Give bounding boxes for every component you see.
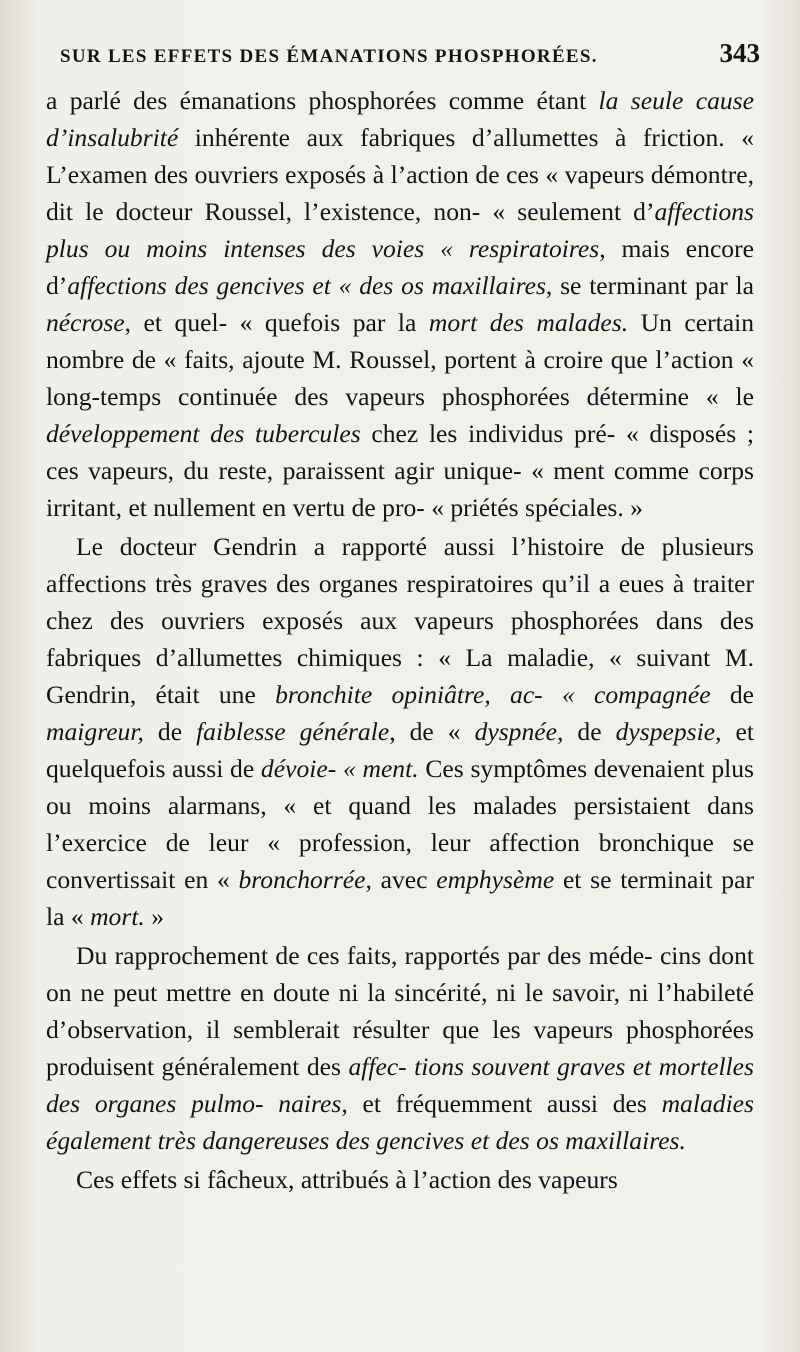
italic-text: affections plus ou moins intenses des voies « respiratoires xyxy=(46,197,754,263)
italic-text: affections des gencives et « des os maxillaires xyxy=(67,271,546,300)
text-segment: , de « xyxy=(389,717,475,746)
text-segment: Le docteur Gendrin a rapporté aussi l’histoire de plusieurs affections très graves des organes respiratoires qu’il a eues à traiter chez des ouvriers exposés aux vapeurs phosphorées dans des fabriques d’allumettes chimiques : « La maladie, « suivant M. Gendrin, était une xyxy=(46,532,754,709)
italic-text: mort. xyxy=(90,902,145,931)
italic-text: mort des malades. xyxy=(428,308,629,337)
text-segment: et fréquemment aussi des xyxy=(347,1089,662,1118)
italic-text: dyspepsie xyxy=(615,717,716,746)
italic-text: maigreur, xyxy=(46,717,144,746)
italic-text: bronchite opiniâtre, ac- « compagnée xyxy=(275,680,711,709)
text-segment: , mais encore d’ xyxy=(46,234,754,300)
italic-text: dévoie- « ment. xyxy=(260,754,419,783)
text-segment: a parlé des émanations phosphorées comme étant xyxy=(46,86,599,115)
text-segment: de xyxy=(143,717,197,746)
paragraph xyxy=(46,937,754,1159)
italic-text: nécrose xyxy=(46,308,125,337)
text-segment: Un certain nombre de « faits, ajoute M. Roussel, portent à croire que l’action « long-temps continuée des vapeurs phosphorées détermine « le xyxy=(46,308,754,411)
italic-text: développement des tubercules xyxy=(46,419,361,448)
italic-text: emphysème xyxy=(436,865,555,894)
text-segment: chez les individus pré- « disposés ; ces vapeurs, du reste, paraissent agir unique- « ment comme corps irritant, et nullement en vertu de pro- « priétés spéciales. » xyxy=(46,419,754,522)
text-segment: et se terminait par la « xyxy=(46,865,754,931)
text-segment: » xyxy=(144,902,165,931)
text-segment: inhérente aux fabriques d’allumettes à friction. « L’examen des ouvriers exposés à l’action de ces « vapeurs démontre, dit le docteur Roussel, l’existence, non- « seulement d’ xyxy=(46,123,754,226)
text-segment: , et quelquefois aussi de xyxy=(46,717,754,783)
italic-text: maladies également très dangereuses des gencives et des os maxillaires. xyxy=(46,1089,754,1155)
italic-text: faiblesse générale xyxy=(196,717,390,746)
italic-text: affec- tions souvent graves et mortelles des organes pulmo- naires, xyxy=(46,1052,754,1118)
page-number: 343 xyxy=(719,38,760,68)
italic-text: la seule cause d’insalubrité xyxy=(46,86,754,152)
text-segment: de xyxy=(710,680,754,709)
running-header xyxy=(60,38,760,78)
text-segment: de xyxy=(563,717,616,746)
text-segment: , et quel- « quefois par la xyxy=(124,308,429,337)
text-segment: Ces effets si fâcheux, attribués à l’action des vapeurs xyxy=(76,1165,618,1194)
running-title: SUR LES EFFETS DES ÉMANATIONS PHOSPHORÉES. xyxy=(60,46,598,67)
paragraph xyxy=(46,82,754,526)
text-segment: Ces symptômes devenaient plus ou moins alarmans, « et quand les malades persistaient dans l’exercice de leur « profession, leur affection bronchique se convertissait en « xyxy=(46,754,755,894)
paragraph xyxy=(46,528,754,935)
paragraph xyxy=(46,1161,754,1198)
text-segment: Du rapprochement de ces faits, rapportés par des méde- cins dont on ne peut mettre en doute ni la sincérité, ni le savoir, ni l’habileté d’observation, il semblerait résulter que les vapeurs phosphorées produisent généralement des xyxy=(46,941,754,1081)
text-segment: , se terminant par la xyxy=(545,271,754,300)
italic-text: dyspnée, xyxy=(474,717,564,746)
italic-text: bronchorrée, xyxy=(238,865,372,894)
body-text xyxy=(46,82,754,1198)
text-segment: avec xyxy=(371,865,437,894)
